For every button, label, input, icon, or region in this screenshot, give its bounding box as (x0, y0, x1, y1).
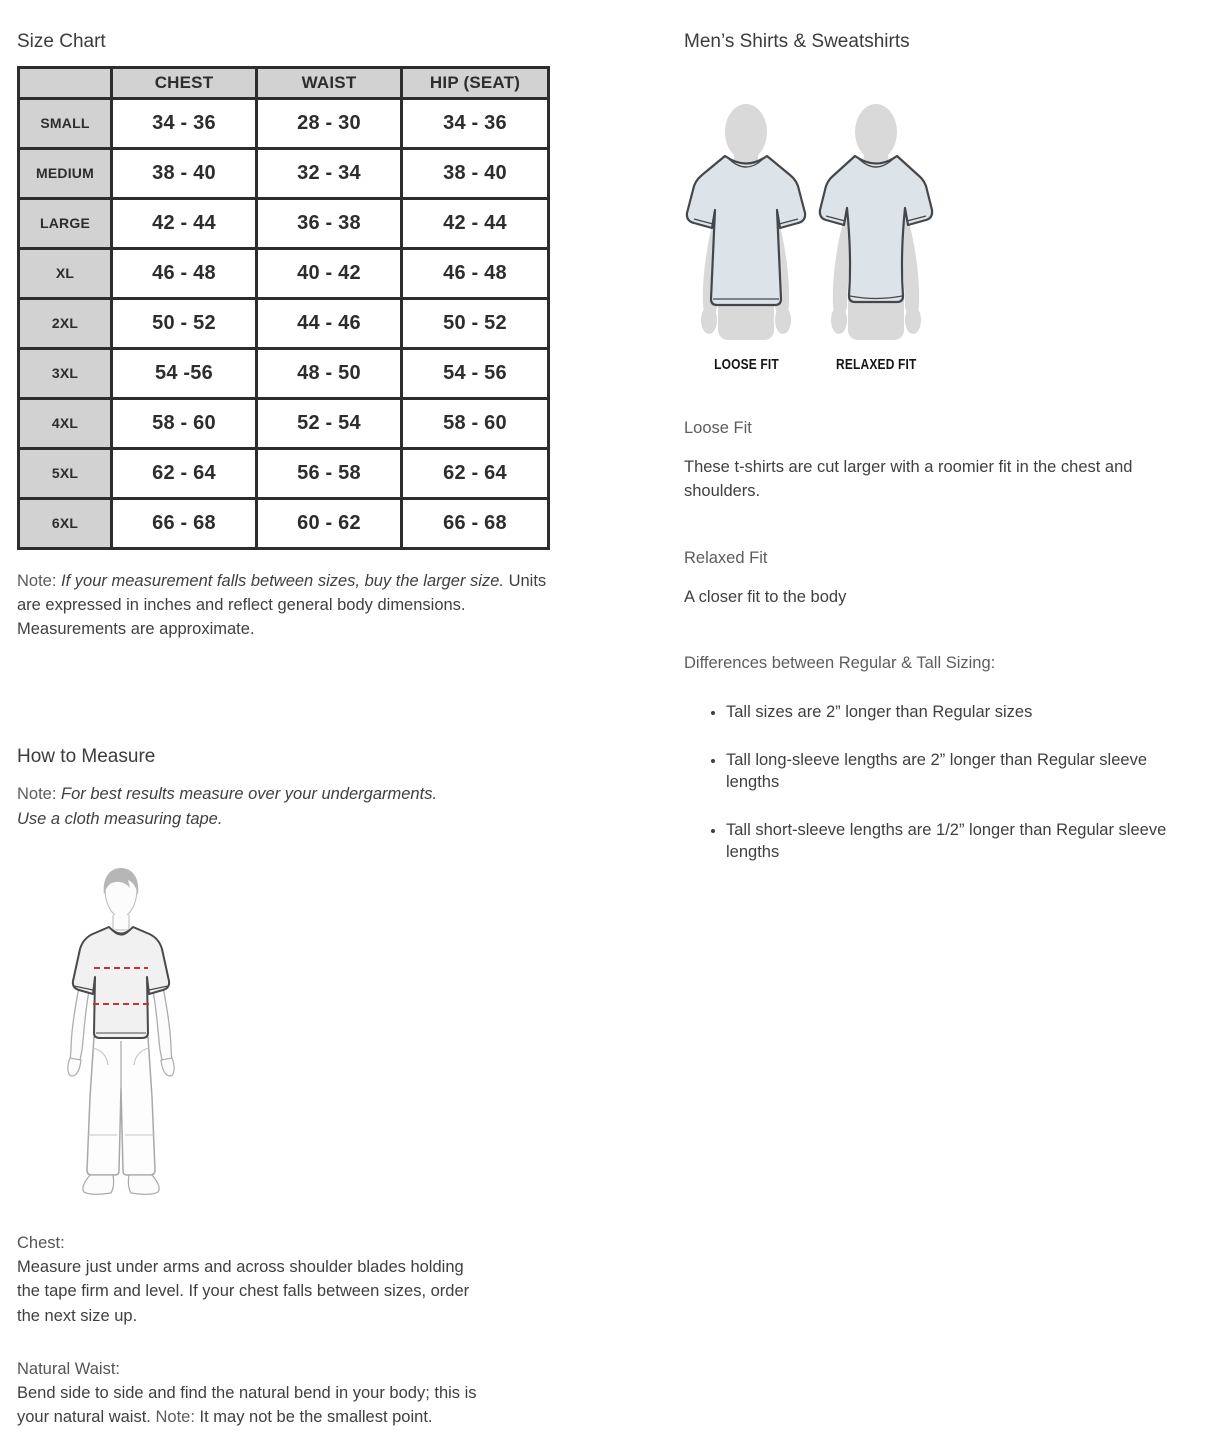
row-label: 6XL (19, 498, 112, 548)
size-chart-note (17, 569, 547, 642)
row-label: 3XL (19, 348, 112, 398)
cell-chest: 54 -56 (112, 348, 257, 398)
relaxed-fit-description: A closer fit to the body (684, 588, 847, 607)
tall-sizing-bullet: • Tall long-sleeve lengths are 2” longer than Regular sleeve lengths (726, 750, 1196, 793)
natural-waist-instructions (17, 1357, 479, 1430)
loose-fit-description: These t-shirts are cut larger with a roomier fit in the chest and shoulders. (684, 458, 1133, 501)
how-to-measure-title: How to Measure (17, 745, 156, 767)
column-header-waist: WAIST (257, 67, 402, 98)
cell-waist: 44 - 46 (257, 298, 402, 348)
cell-chest: 38 - 40 (112, 148, 257, 198)
cell-waist: 60 - 62 (257, 498, 402, 548)
cell-waist: 40 - 42 (257, 248, 402, 298)
row-label: SMALL (19, 98, 112, 148)
cell-chest: 62 - 64 (112, 448, 257, 498)
note-italic-text: For best results measure over your undergarments. Use a cloth measuring tape. (17, 785, 438, 828)
cell-waist: 28 - 30 (257, 98, 402, 148)
table-row (19, 398, 549, 448)
cell-hip: 58 - 60 (402, 398, 549, 448)
waist-note-label: Note: (155, 1408, 195, 1427)
cell-waist: 48 - 50 (257, 348, 402, 398)
note-rest-text: Units are expressed in inches and reflect general body dimensions. Measurements are approximate. (17, 571, 547, 639)
table-row (19, 448, 549, 498)
table-row (19, 198, 549, 248)
table-row (19, 148, 549, 198)
cell-chest: 46 - 48 (112, 248, 257, 298)
chest-text: Measure just under arms and across shoulder blades holding the tape firm and level. If your chest falls between sizes, order the next size up. (17, 1258, 470, 1325)
tall-sizing-list (684, 702, 1196, 863)
cell-hip: 62 - 64 (402, 448, 549, 498)
column-header-hip: HIP (SEAT) (402, 67, 549, 98)
column-header-chest: CHEST (112, 67, 257, 98)
row-label: LARGE (19, 198, 112, 248)
cell-waist: 56 - 58 (257, 448, 402, 498)
cell-chest: 58 - 60 (112, 398, 257, 448)
cell-chest: 34 - 36 (112, 98, 257, 148)
mens-shirts-title: Men’s Shirts & Sweatshirts (684, 31, 910, 52)
cell-hip: 50 - 52 (402, 298, 549, 348)
cell-chest: 66 - 68 (112, 498, 257, 548)
size-chart-table (17, 66, 550, 550)
table-header-row (19, 67, 549, 98)
left-column (17, 31, 547, 1430)
fit-figures-row (684, 98, 1196, 374)
cell-hip: 42 - 44 (402, 198, 549, 248)
row-label: 5XL (19, 448, 112, 498)
note-italic-text: If your measurement falls between sizes, buy the larger size. (61, 571, 504, 590)
loose-fit-shirt-icon (684, 98, 808, 342)
measure-figure (21, 857, 221, 1207)
table-corner-cell (19, 67, 112, 98)
waist-text-2: It may not be the smallest point. (199, 1408, 433, 1427)
table-row (19, 248, 549, 298)
natural-waist-label: Natural Waist: (17, 1359, 120, 1378)
cell-hip: 46 - 48 (402, 248, 549, 298)
right-column (684, 31, 1196, 890)
row-label: XL (19, 248, 112, 298)
cell-hip: 34 - 36 (402, 98, 549, 148)
row-label: 2XL (19, 298, 112, 348)
chest-instructions (17, 1231, 479, 1328)
size-chart-title: Size Chart (17, 31, 106, 52)
cell-chest: 50 - 52 (112, 298, 257, 348)
waist-text: Bend side to side and find the natural bend in your body; this is your natural waist. (17, 1384, 477, 1427)
measure-note (17, 782, 469, 831)
cell-hip: 66 - 68 (402, 498, 549, 548)
table-row (19, 498, 549, 548)
note-label: Note: (17, 785, 57, 804)
row-label: MEDIUM (19, 148, 112, 198)
tall-sizing-bullet: • Tall sizes are 2” longer than Regular sizes (726, 702, 1196, 723)
loose-fit-badge: LOOSE FIT (713, 355, 779, 373)
differences-heading: Differences between Regular & Tall Sizing: (684, 654, 996, 673)
table-row (19, 298, 549, 348)
relaxed-fit-shirt-icon (814, 98, 938, 342)
relaxed-fit-figure (814, 98, 938, 374)
cell-hip: 54 - 56 (402, 348, 549, 398)
loose-fit-heading: Loose Fit (684, 418, 752, 437)
relaxed-fit-badge: RELAXED FIT (835, 355, 917, 373)
note-label: Note: (17, 571, 57, 590)
table-row (19, 348, 549, 398)
tall-sizing-bullet: • Tall short-sleeve lengths are 1/2” longer than Regular sleeve lengths (726, 820, 1196, 863)
cell-waist: 52 - 54 (257, 398, 402, 448)
cell-chest: 42 - 44 (112, 198, 257, 248)
relaxed-fit-heading: Relaxed Fit (684, 548, 768, 567)
cell-hip: 38 - 40 (402, 148, 549, 198)
cell-waist: 36 - 38 (257, 198, 402, 248)
cell-waist: 32 - 34 (257, 148, 402, 198)
chest-label: Chest: (17, 1233, 65, 1252)
row-label: 4XL (19, 398, 112, 448)
loose-fit-figure (684, 98, 808, 374)
table-row (19, 98, 549, 148)
man-measure-illustration-icon (21, 857, 221, 1207)
